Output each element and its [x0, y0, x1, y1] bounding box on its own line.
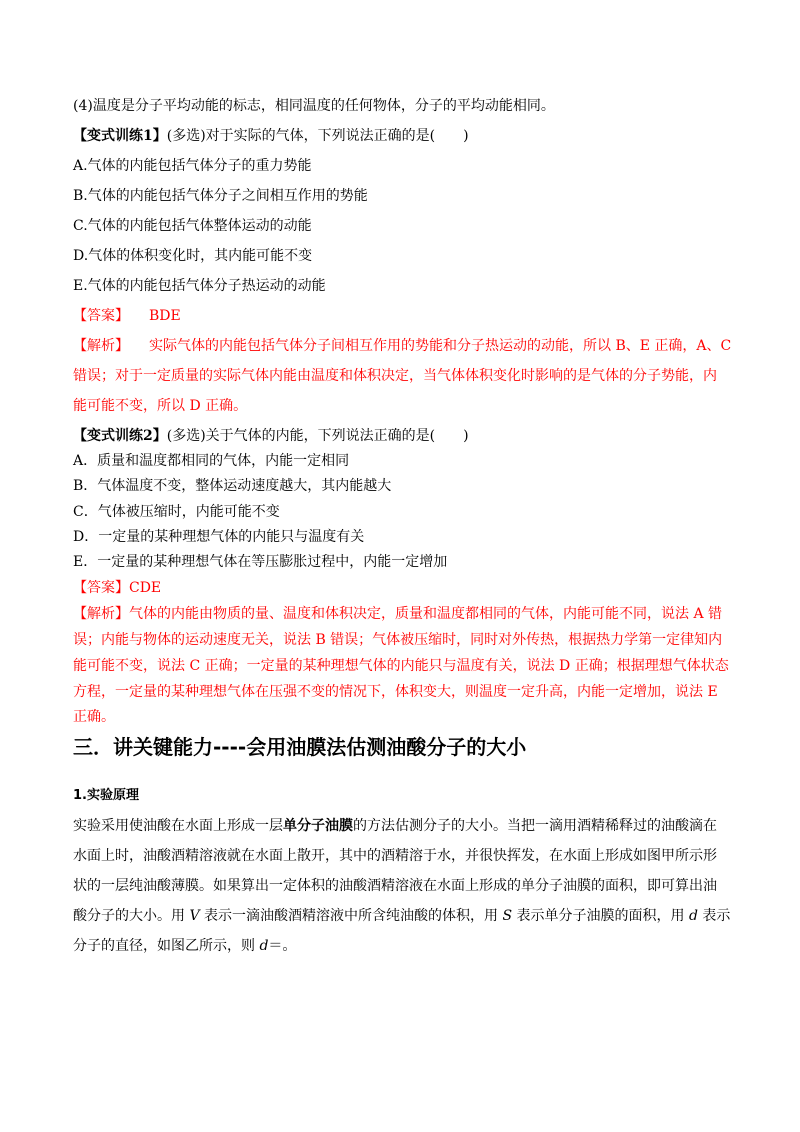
exercise-2-answer	[73, 578, 161, 598]
section-subtitle: 1.实验原理	[73, 788, 139, 803]
exercise-1-question	[73, 126, 469, 146]
variable-v: V	[189, 908, 200, 924]
exercise-1-option-d: D.气体的体积变化时，其内能可能不变	[73, 248, 313, 264]
exercise-2-question	[73, 426, 469, 446]
exercise-2-option-a: A．质量和温度都相同的气体，内能一定相同	[73, 453, 350, 469]
exercise-2-analysis-line-3: 能可能不变，说法 C 正确；一定量的某种理想气体的内能只与温度有关，说法 D 正确；根据理想气体状态	[73, 658, 729, 674]
exercise-2-question-text: (多选)关于气体的内能，下列说法正确的是( )	[166, 428, 469, 444]
principle-line-5	[73, 936, 296, 956]
exercise-1-analysis-line-1	[73, 336, 731, 356]
variable-d: d	[688, 908, 698, 924]
exercise-2-option-c: C．气体被压缩时，内能可能不变	[73, 504, 280, 520]
exercise-2-answer-value: CDE	[129, 580, 162, 596]
variable-d-equation: d	[259, 938, 269, 954]
exercise-2-analysis-line-1	[73, 604, 722, 624]
exercise-2-answer-tag: 【答案】	[73, 580, 129, 596]
exercise-2-tag: 【变式训练2】	[73, 428, 167, 444]
exercise-1-tag: 【变式训练1】	[73, 128, 167, 144]
exercise-2-option-b: B．气体温度不变，整体运动速度越大，其内能越大	[73, 478, 392, 494]
principle-bold-term: 单分子油膜	[283, 818, 353, 834]
principle-text-5c: ＝。	[268, 938, 297, 954]
intro-line: (4)温度是分子平均动能的标志，相同温度的任何物体，分子的平均动能相同。	[73, 98, 555, 114]
principle-line-2: 水面上时，油酸酒精溶液就在水面上散开，其中的酒精溶于水，并很快挥发，在水面上形成如图甲所示形	[73, 848, 717, 864]
exercise-2-option-e: E．一定量的某种理想气体在等压膨胀过程中，内能一定增加	[73, 554, 448, 570]
principle-text-4d: 表示	[697, 908, 731, 924]
exercise-1-option-b: B.气体的内能包括气体分子之间相互作用的势能	[73, 188, 368, 204]
principle-text-4b: 表示一滴油酸酒精溶液中所含纯油酸的体积，用	[199, 908, 503, 924]
principle-text-1a: 实验采用使油酸在水面上形成一层	[73, 818, 283, 834]
exercise-1-option-e: E.气体的内能包括气体分子热运动的动能	[73, 278, 326, 294]
exercise-1-analysis-tag: 【解析】	[73, 338, 129, 354]
variable-s: S	[502, 908, 513, 924]
exercise-2-analysis-line-2: 误；内能与物体的运动速度无关，说法 B 错误；气体被压缩时，同时对外传热，根据热力学第一定律知内	[73, 632, 723, 648]
principle-text-4a: 酸分子的大小。用	[73, 908, 190, 924]
principle-text-1b: 的方法估测分子的大小。当把一滴用酒精稀释过的油酸滴在	[353, 818, 717, 834]
exercise-1-answer	[73, 306, 181, 326]
principle-line-4	[73, 906, 730, 926]
principle-line-1	[73, 816, 717, 836]
exercise-2-option-d: D．一定量的某种理想气体的内能只与温度有关	[73, 529, 365, 545]
exercise-1-answer-value: BDE	[149, 308, 181, 324]
exercise-1-analysis-line-3: 能可能不变，所以 D 正确。	[73, 398, 248, 414]
exercise-2-analysis-text-1: 气体的内能由物质的量、温度和体积决定，质量和温度都相同的气体，内能可能不同，说法 A 错	[129, 606, 723, 622]
principle-line-3: 状的一层纯油酸薄膜。如果算出一定体积的油酸酒精溶液在水面上形成的单分子油膜的面积，即可算出油	[73, 878, 717, 894]
exercise-2-analysis-line-5: 正确。	[73, 709, 115, 725]
exercise-1-analysis-line-2: 错误；对于一定质量的实际气体内能由温度和体积决定，当气体体积变化时影响的是气体的分子势能，内	[73, 368, 717, 384]
exercise-1-option-a: A.气体的内能包括气体分子的重力势能	[73, 158, 312, 174]
principle-text-4c: 表示单分子油膜的面积，用	[512, 908, 689, 924]
exercise-1-analysis-text-1: 实际气体的内能包括气体分子间相互作用的势能和分子热运动的动能，所以 B、E 正确，A、C	[149, 338, 732, 354]
exercise-1-option-c: C.气体的内能包括气体整体运动的动能	[73, 218, 312, 234]
section-title: 三．讲关键能力----会用油膜法估测油酸分子的大小	[73, 735, 527, 759]
exercise-2-analysis-line-4: 方程，一定量的某种理想气体在压强不变的情况下，体积变大，则温度一定升高，内能一定增加，说法 E	[73, 684, 718, 700]
exercise-1-answer-tag: 【答案】	[73, 308, 129, 324]
exercise-2-analysis-tag: 【解析】	[73, 606, 129, 622]
principle-text-5a: 分子的直径，如图乙所示，则	[73, 938, 260, 954]
exercise-1-question-text: (多选)对于实际的气体，下列说法正确的是( )	[166, 128, 469, 144]
